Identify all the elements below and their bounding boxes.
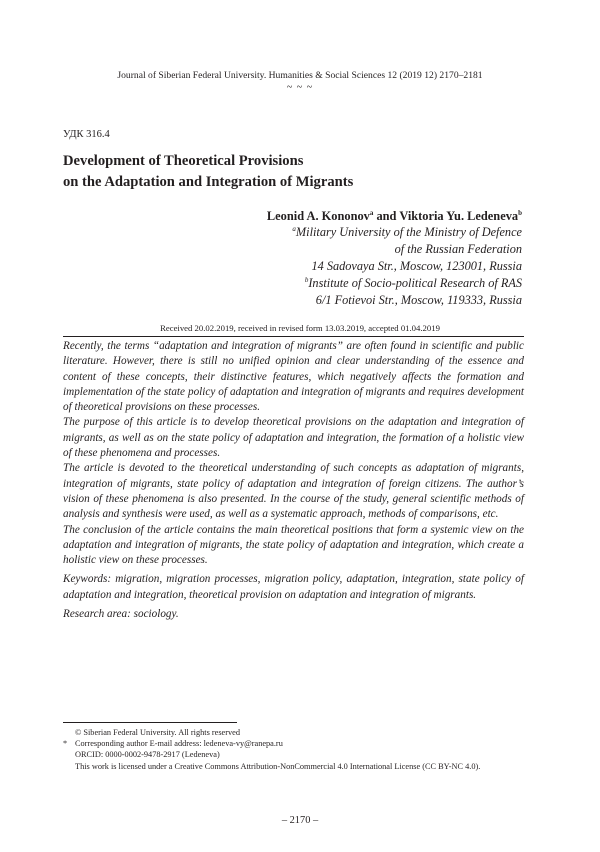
udk-code: УДК 316.4 <box>63 129 110 140</box>
affiliations <box>292 224 522 309</box>
research-area: Research area: sociology. <box>63 608 179 621</box>
abstract-paragraph-1: Recently, the terms “adaptation and integration of migrants” are often found in scientific and public literature. However, there is still no unified opinion and clear understanding of the essence and content of these concepts, their distinctive features, which negatively affects the formation and implementation of the state policy of adaptation and integration of migrants and requires development of theoretical provisions on these processes. <box>63 340 524 414</box>
article-title <box>63 151 543 192</box>
title-line-2: on the Adaptation and Integration of Migrants <box>63 173 354 190</box>
affiliation-b-address: 6/1 Fotievoi Str., Moscow, 119333, Russia <box>315 293 522 307</box>
affiliation-a-line-2: of the Russian Federation <box>394 242 522 256</box>
footnotes <box>63 727 533 772</box>
footnote-copyright: © Siberian Federal University. All rights reserved <box>75 728 240 737</box>
title-line-1: Development of Theoretical Provisions <box>63 153 304 169</box>
abstract-paragraph-3: The article is devoted to the theoretical understanding of such concepts as adaptation of migrants, integration of migrants, state policy of adaptation and integration of foreign citizens. The author’s vision of these phenomena is also presented. In the course of the study, general scientific methods of analysis and synthesis were used, as well as a systematic approach, methods of comparisons, etc. <box>63 462 524 521</box>
author-ledeneva: Viktoria Yu. Ledeneva <box>399 209 519 223</box>
header-ornament: ~ ~ ~ <box>286 82 314 93</box>
authors-line <box>267 209 522 224</box>
footnote-divider <box>63 722 237 723</box>
author-kononov: Leonid A. Kononov <box>266 209 370 223</box>
footnote-star: * <box>63 739 68 749</box>
page-number: – 2170 – <box>281 815 319 826</box>
affiliation-b-line-1: $^b$Institute of Socio-political Research of RAS <box>304 275 522 290</box>
affiliation-b-mark: b <box>304 275 309 284</box>
abstract-paragraph-4: The conclusion of the article contains the main theoretical positions that form a systemic view on the adaptation and integration of migrants, the state policy of adaptation and integration, which create a holistic view on these processes. <box>63 523 524 567</box>
abstract <box>63 339 524 622</box>
affiliation-a-line-1: $^a$Military University of the Ministry of Defence <box>292 224 522 239</box>
affiliation-a-mark: a <box>292 224 296 233</box>
abstract-paragraph-2: The purpose of this article is to develop theoretical provisions on the adaptation and integration of migrants, as well as on the state policy of adaptation and integration, the formation of a holistic view of these phenomena and processes. <box>63 416 524 460</box>
footnote-corresponding: * Corresponding author E-mail address: ledeneva-vy@ranepa.ru <box>63 739 283 749</box>
authors-conjunction: and <box>373 209 400 223</box>
journal-header: Journal of Siberian Federal University. Humanities & Social Sciences 12 (2019 12) 2170–2181 <box>117 70 483 81</box>
received-dates: Received 20.02.2019, received in revised form 13.03.2019, accepted 01.04.2019 <box>160 323 440 333</box>
keywords: Keywords: migration, migration processes, migration policy, adaptation, integration, state policy of adaptation and integration, theoretical provision on adaptation and integration of migrants. <box>63 573 524 601</box>
footnote-orcid: ORCID: 0000-0002-9478-2917 (Ledeneva) <box>75 750 220 760</box>
affiliation-a-address: 14 Sadovaya Str., Moscow, 123001, Russia <box>311 259 522 273</box>
abstract-divider <box>63 336 524 337</box>
author2-affiliation-mark: b <box>518 208 522 217</box>
footnote-license: This work is licensed under a Creative Commons Attribution-NonCommercial 4.0 International License (CC BY-NC 4.0). <box>75 761 481 771</box>
author1-affiliation-mark: a <box>369 208 374 217</box>
